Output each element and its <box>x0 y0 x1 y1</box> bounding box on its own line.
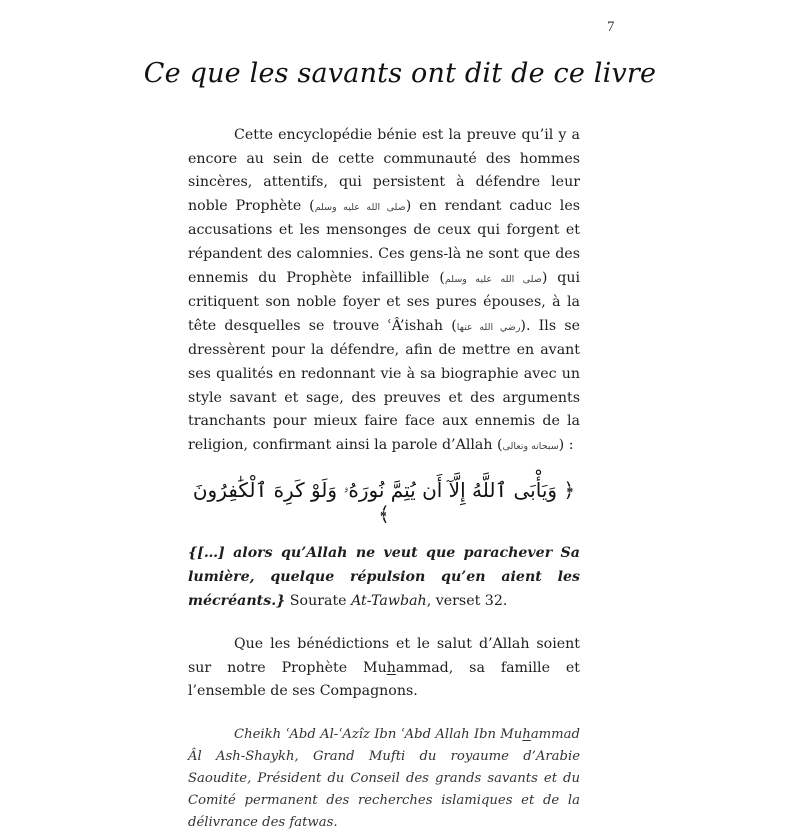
page-number: 7 <box>607 19 615 35</box>
text-segment: Cette encyclopédie bénie est la preuve qu’il y a encore au sein de cette communauté des hommes sincères, attentifs, qui persistent à défendre leur noble Prophète ( <box>188 127 580 214</box>
honorific-glyph: سبحانه وتعالى <box>502 440 559 452</box>
text-segment: Cheikh ʿAbd Al-ʿAzîz Ibn ʿAbd Allah Ibn Mu <box>234 726 523 742</box>
text-segment: ) : <box>558 436 574 453</box>
text-segment: ammad, sa famille et l’ensemble de ses Compagnons. <box>188 659 580 700</box>
translation-quote: {[…] alors qu’Allah ne veut que parachever Sa lumière, quelque répulsion qu’en aient les mécréants.} <box>188 545 580 609</box>
paragraph-intro <box>188 124 580 458</box>
page-body <box>188 124 580 834</box>
text-segment: ). Ils se dressèrent pour la défendre, afin de mettre en avant ses qualités en redonnant vie à sa biographie avec un style savant et sage, des preuves et des arguments tranchants pour mieux faire face aux ennemis de la religion, confirmant ainsi la parole d’Allah ( <box>188 317 581 453</box>
honorific-glyph: صلى الله عليه وسلم <box>314 201 406 213</box>
text-segment: , verset 32. <box>426 592 508 609</box>
honorific-glyph: رضي الله عنها <box>456 321 521 333</box>
quran-verse-arabic: ﴿ وَيَأْبَى ٱللَّهُ إِلَّآ أَن يُتِمَّ نُورَهُۥ وَلَوْ كَرِهَ ٱلْكَٰفِرُونَ ﴾ <box>192 478 576 527</box>
text-segment: ) en rendant caduc les accusations et les mensonges de ceux qui forgent et répandent des calomnies. Ces gens-là ne sont que des ennemis du Prophète infaillible ( <box>188 197 580 286</box>
text-segment: ammad Âl Ash-Shaykh, Grand Mufti du royaume d’Arabie Saoudite, Président du Conseil des grands savants et du Comité permanent des recherches islamiques et de la délivrance des fatwas. <box>188 726 580 830</box>
page-title: Ce que les savants ont dit de ce livre <box>143 58 657 89</box>
paragraph-blessings <box>188 633 580 704</box>
text-segment: Que les bénédictions et le salut d’Allah soient sur notre Prophète Mu <box>188 636 580 676</box>
text-segment: Sourate <box>285 592 352 609</box>
text-segment: h <box>522 726 531 742</box>
honorific-glyph: صلى الله عليه وسلم <box>444 273 542 285</box>
text-segment: ) qui critiquent son noble foyer et ses pures épouses, à la tête desquelles se trouve ʿÂ’ishah ( <box>188 269 581 334</box>
text-segment: h <box>386 659 396 676</box>
verse-translation <box>188 542 580 613</box>
surah-name: At-Tawbah <box>351 592 427 609</box>
author-signature <box>188 724 580 834</box>
